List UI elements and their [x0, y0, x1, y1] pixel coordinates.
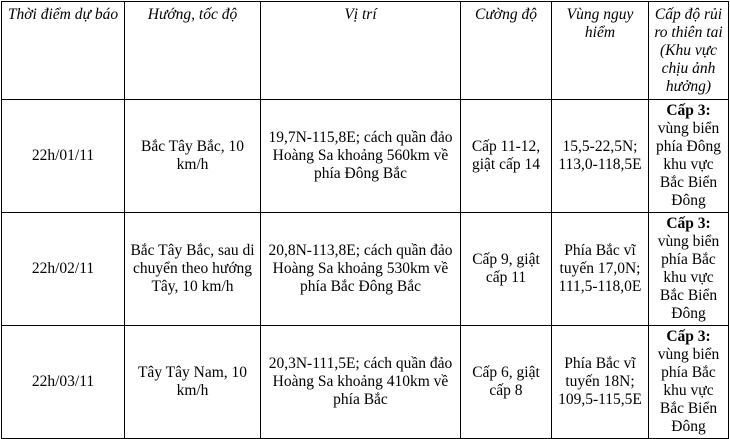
- cell-time: 22h/01/11: [2, 100, 125, 213]
- cell-danger-zone: 15,5-22,5N; 113,0-118,5E: [552, 100, 649, 213]
- header-position: Vị trí: [261, 2, 461, 100]
- cell-risk-level: [649, 213, 729, 326]
- cell-direction: Bắc Tây Bắc, 10 km/h: [125, 100, 261, 213]
- risk-level-label: Cấp 3:: [666, 215, 711, 232]
- table-row: [2, 213, 729, 326]
- risk-area-text: vùng biển phía Bắc khu vực Bắc Biển Đông: [657, 233, 720, 322]
- cell-danger-zone: Phía Bắc vĩ tuyến 18N; 109,5-115,5E: [552, 326, 649, 439]
- cell-risk-level: [649, 326, 729, 439]
- table-header-row: [2, 2, 729, 100]
- risk-area-text: vùng biển phía Đông khu vực Bắc Biển Đông: [655, 120, 721, 209]
- cell-intensity: Cấp 11-12, giật cấp 14: [461, 100, 552, 213]
- table-row: [2, 326, 729, 439]
- cell-direction: Tây Tây Nam, 10 km/h: [125, 326, 261, 439]
- cell-time: 22h/02/11: [2, 213, 125, 326]
- cell-time: 22h/03/11: [2, 326, 125, 439]
- header-direction: Hướng, tốc độ: [125, 2, 261, 100]
- header-time: Thời điểm dự báo: [2, 2, 125, 100]
- table-row: [2, 100, 729, 213]
- risk-level-label: Cấp 3:: [666, 328, 711, 345]
- risk-area-text: vùng biển phía Bắc khu vực Bắc Biển Đông: [657, 346, 720, 435]
- storm-forecast-table: [1, 1, 729, 439]
- cell-position: 19,7N-115,8E; cách quần đảo Hoàng Sa khoảng 560km về phía Đông Bắc: [261, 100, 461, 213]
- cell-position: 20,3N-111,5E; cách quần đảo Hoàng Sa khoảng 410km về phía Bắc: [261, 326, 461, 439]
- cell-direction: Bắc Tây Bắc, sau di chuyển theo hướng Tây, 10 km/h: [125, 213, 261, 326]
- cell-position: 20,8N-113,8E; cách quần đảo Hoàng Sa khoảng 530km về phía Bắc Đông Bắc: [261, 213, 461, 326]
- cell-intensity: Cấp 6, giật cấp 8: [461, 326, 552, 439]
- cell-risk-level: [649, 100, 729, 213]
- header-danger-zone: Vùng nguy hiểm: [552, 2, 649, 100]
- header-intensity: Cường độ: [461, 2, 552, 100]
- header-risk-level: Cấp độ rủi ro thiên tai (Khu vực chịu ảnh hưởng): [649, 2, 729, 100]
- risk-level-label: Cấp 3:: [666, 102, 711, 119]
- cell-danger-zone: Phía Bắc vĩ tuyến 17,0N; 111,5-118,0E: [552, 213, 649, 326]
- cell-intensity: Cấp 9, giật cấp 11: [461, 213, 552, 326]
